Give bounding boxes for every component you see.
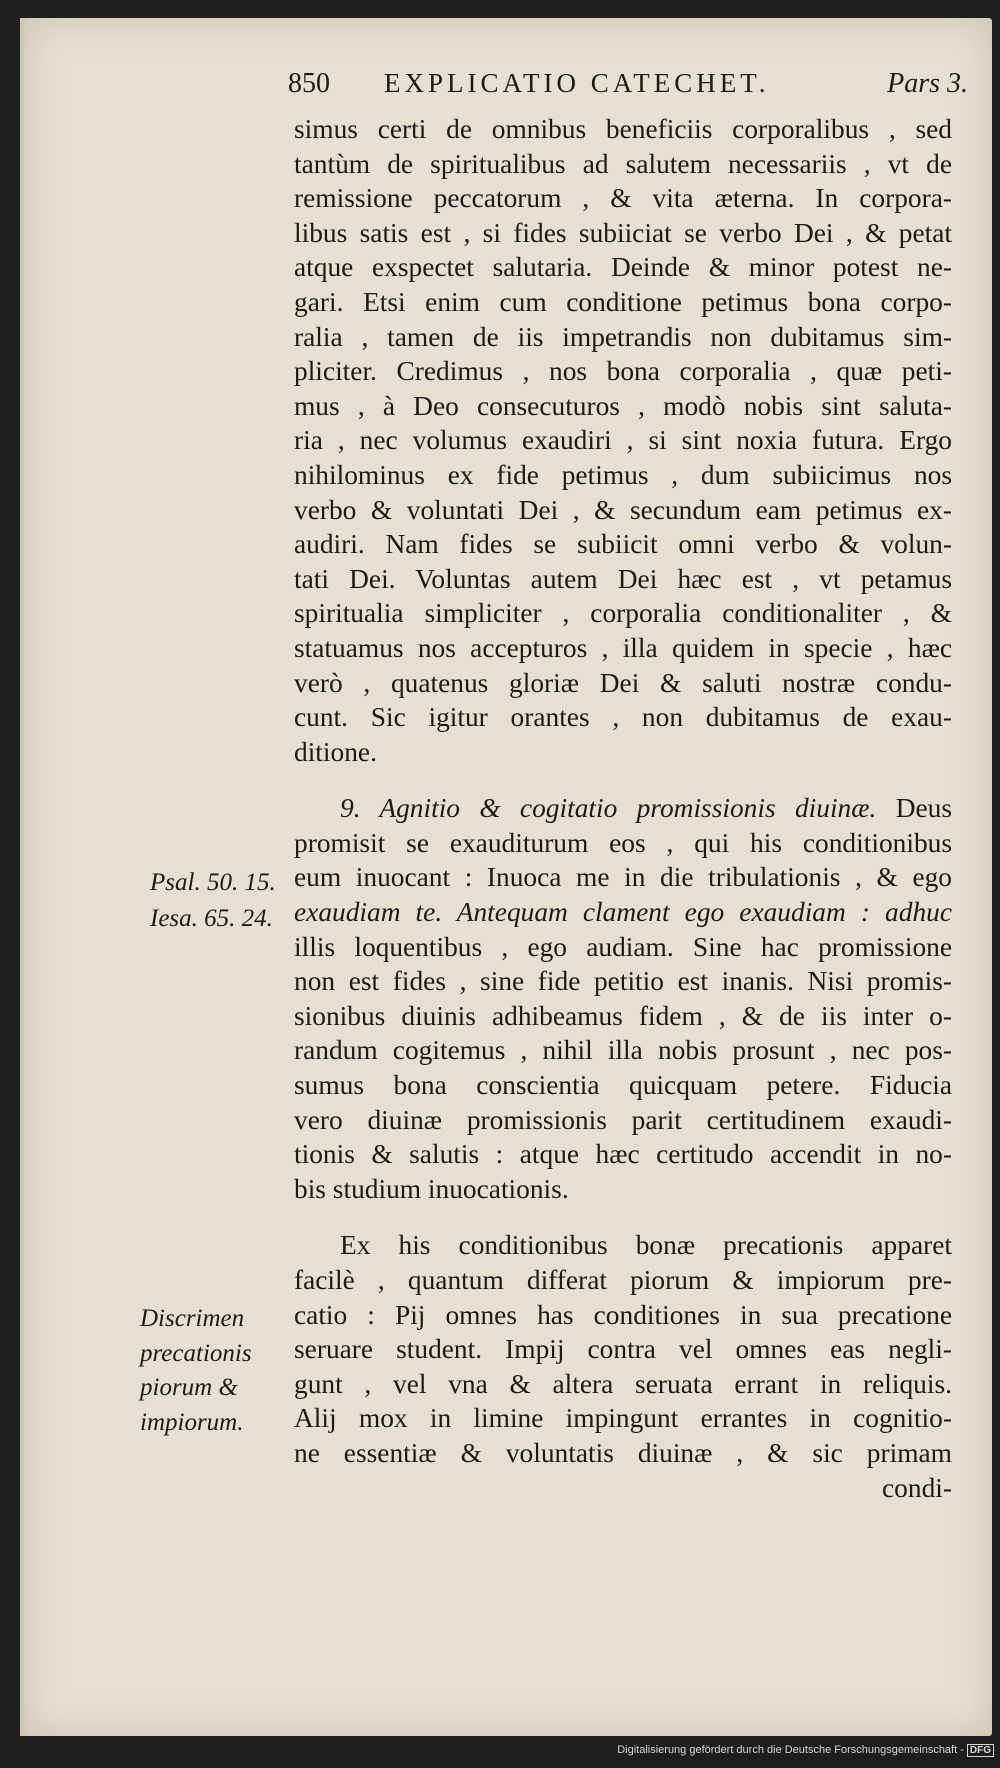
- text-line: audiri. Nam fides se subiicit omni verbo & volun-: [294, 529, 952, 560]
- text-line: verbo & voluntati Dei , & secundum eam petimus ex-: [294, 494, 952, 525]
- text-line: ria , nec volumus exaudiri , si sint noxia futura. Ergo: [294, 425, 952, 456]
- text-line: atque exspectet salutaria. Deinde & minor potest ne-: [294, 252, 952, 283]
- margin-note-line: Discrimen: [140, 1305, 245, 1332]
- text-line: non est fides , sine fide petitio est inanis. Nisi promis-: [294, 966, 952, 997]
- digitization-footer: [617, 1744, 994, 1764]
- text-line: ditione.: [294, 736, 377, 767]
- text-line: exaudiam te. Antequam clament ego exaudiam : adhuc: [294, 897, 952, 928]
- part-label: Pars 3.: [887, 68, 968, 99]
- margin-note-isaiah: Iesa. 65. 24.: [150, 905, 273, 932]
- text-line: verò , quatenus gloriæ Dei & saluti nostræ condu-: [294, 667, 952, 698]
- text-line: mus , à Deo consecuturos , modò nobis sint saluta-: [294, 390, 952, 421]
- text-line: illis loquentibus , ego audiam. Sine hac promissione: [294, 931, 952, 962]
- text-line: bis studium inuocationis.: [294, 1173, 569, 1204]
- text-line: simus certi de omnibus beneficiis corporalibus , sed: [294, 114, 952, 144]
- text-line: Ex his conditionibus bonæ precationis apparet: [340, 1230, 952, 1261]
- text-line: promisit se exauditurum eos , qui his conditionibus: [294, 827, 952, 858]
- footer-text: Digitalisierung gefördert durch die Deutsche Forschungsgemeinschaft -: [617, 1744, 964, 1756]
- text-line: [294, 791, 952, 826]
- margin-note-line: piorum &: [140, 1374, 238, 1402]
- margin-note-psalm: Psal. 50. 15.: [150, 869, 276, 896]
- main-text: [294, 112, 952, 1505]
- text-line: sumus bona conscientia quicquam petere. Fiducia: [294, 1070, 952, 1101]
- text-line: ne essentiæ & voluntatis diuinæ , & sic primam: [294, 1437, 952, 1468]
- catchword: condi-: [882, 1472, 952, 1503]
- text-line: eum inuocant : Inuoca me in die tribulationis , & ego: [294, 862, 952, 893]
- text-line: Alij mox in limine impingunt errantes in cognitio-: [294, 1403, 952, 1434]
- margin-note-line: precationis: [140, 1339, 252, 1367]
- text-line: catio : Pij omnes has conditiones in sua precatione: [294, 1299, 952, 1330]
- page-header: [288, 68, 968, 108]
- text-line: nihilominus ex fide petimus , dum subiicimus nos: [294, 459, 952, 490]
- margin-note-line: impiorum.: [140, 1408, 244, 1436]
- section-heading: 9. Agnitio & cogitatio promissionis diuinæ.: [340, 793, 877, 824]
- text-line: tati Dei. Voluntas autem Dei hæc est , vt petamus: [294, 563, 952, 594]
- text-fragment: Deus: [895, 793, 952, 824]
- text-line: tionis & salutis : atque hæc certitudo accendit in no-: [294, 1139, 952, 1170]
- text-line: statuamus nos accepturos , illa quidem in specie , hæc: [294, 632, 952, 663]
- text-line: randum cogitemus , nihil illa nobis prosunt , nec pos-: [294, 1035, 952, 1066]
- text-line: spiritualia simpliciter , corporalia conditionaliter , &: [294, 598, 952, 629]
- text-line: tantùm de spiritualibus ad salutem necessariis , vt de: [294, 148, 952, 179]
- text-line: seruare student. Impij contra vel omnes eas negli-: [294, 1334, 952, 1365]
- text-line: libus satis est , si fides subiiciat se verbo Dei , & petat: [294, 217, 952, 248]
- text-line: remissione peccatorum , & vita æterna. In corpora-: [294, 183, 952, 214]
- text-line: ralia , tamen de iis impetrandis non dubitamus sim-: [294, 321, 952, 352]
- text-line: cunt. Sic igitur orantes , non dubitamus de exau-: [294, 702, 952, 733]
- dfg-logo: DFG: [967, 1744, 994, 1757]
- text-line: pliciter. Credimus , nos bona corporalia , quæ peti-: [294, 356, 952, 387]
- text-line: gunt , vel vna & altera seruata errant in reliquis.: [294, 1368, 952, 1399]
- text-line: gari. Etsi enim cum conditione petimus bona corpo-: [294, 286, 952, 317]
- text-line: facilè , quantum differat piorum & impiorum pre-: [294, 1265, 952, 1295]
- margin-note-discrimen: [140, 1302, 252, 1440]
- page-number: 850: [288, 68, 330, 99]
- text-line: sionibus diuinis adhibeamus fidem , & de iis inter o-: [294, 1000, 952, 1031]
- text-line: vero diuinæ promissionis parit certitudinem exaudi-: [294, 1104, 952, 1135]
- running-title: EXPLICATIO CATECHET.: [384, 68, 770, 98]
